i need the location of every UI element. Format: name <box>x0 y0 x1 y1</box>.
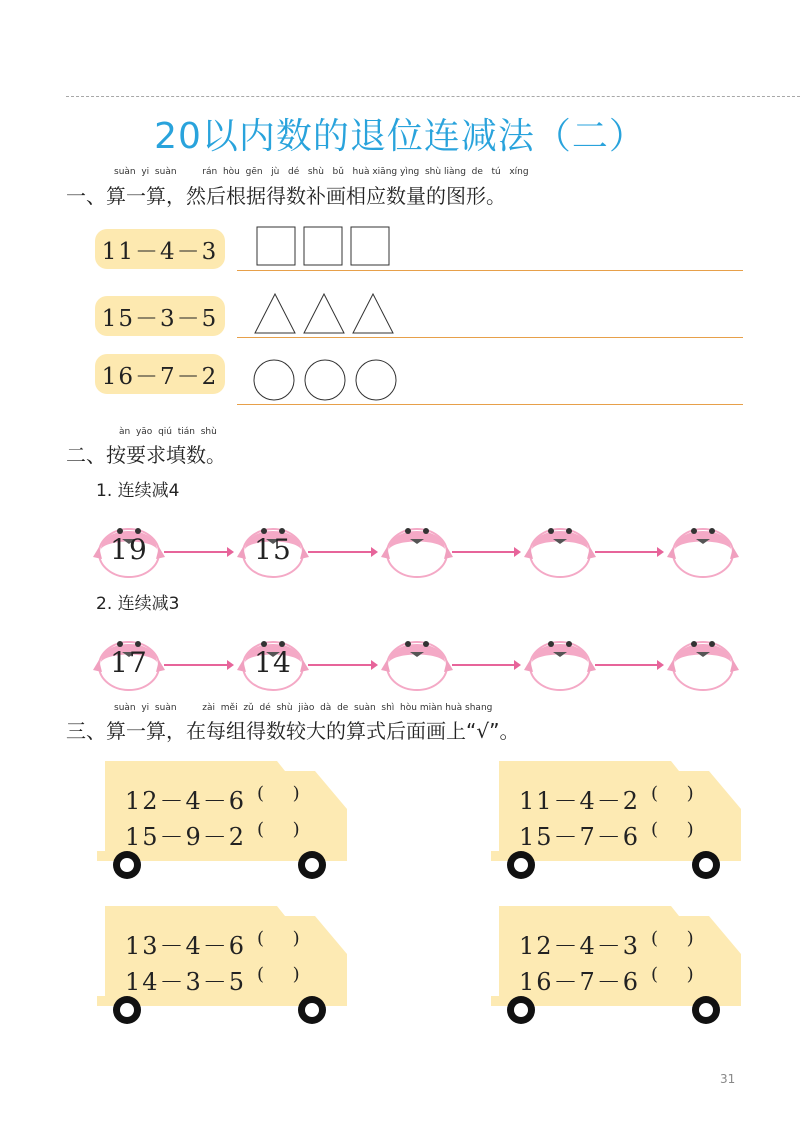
bird-number: 17 <box>110 646 148 679</box>
bird-number-bubble[interactable] <box>380 626 454 692</box>
section1-heading: 一、算一算，然后根据得数补画相应数量的图形。 <box>66 184 506 208</box>
truck-expression: 12－4－3 <box>519 932 641 960</box>
truck-expression: 15－7－6 <box>519 823 641 851</box>
truck-expression: 14－3－5 <box>125 968 247 996</box>
bird-number: 15 <box>254 533 292 566</box>
answer-parentheses[interactable]: ( ) <box>651 819 694 840</box>
circle-shape <box>254 360 294 400</box>
bird-number-bubble[interactable] <box>523 513 597 579</box>
expression-pill: 16－7－2 <box>95 354 225 394</box>
truck-problem-group <box>491 757 743 887</box>
truck-expression: 13－4－6 <box>125 932 247 960</box>
truck-expression: 15－9－2 <box>125 823 247 851</box>
bird-number-bubble <box>236 513 310 579</box>
truck-problem-group <box>97 902 349 1032</box>
bird-number: 19 <box>110 533 148 566</box>
truck-problem-group <box>491 902 743 1032</box>
answer-parentheses[interactable]: ( ) <box>651 783 694 804</box>
truck-expression: 11－4－2 <box>519 787 641 815</box>
bird-number-bubble <box>92 626 166 692</box>
triangle-shapes <box>254 292 399 336</box>
answer-parentheses[interactable]: ( ) <box>257 928 300 949</box>
arrow-connector <box>164 664 232 666</box>
square-shape <box>257 227 295 265</box>
arrow-connector <box>164 551 232 553</box>
bird-number: 14 <box>254 646 292 679</box>
bird-number-bubble[interactable] <box>523 626 597 692</box>
triangle-shape <box>353 294 393 333</box>
truck-expression: 16－7－6 <box>519 968 641 996</box>
answer-parentheses[interactable]: ( ) <box>651 964 694 985</box>
expression-pill: 15－3－5 <box>95 296 225 336</box>
bird-number-bubble[interactable] <box>380 513 454 579</box>
arrow-connector <box>595 551 662 553</box>
answer-parentheses[interactable]: ( ) <box>257 964 300 985</box>
pinyin-annotation: suàn yi suàn zài měi zǔ dé shù jiào dà de suàn shì hòu miàn huà shang <box>114 703 493 713</box>
square-shapes <box>255 226 395 266</box>
circle-shape <box>356 360 396 400</box>
truck-expression: 12－4－6 <box>125 787 247 815</box>
arrow-connector <box>452 551 519 553</box>
arrow-connector <box>308 664 376 666</box>
pinyin-annotation: àn yāo qiú tián shù <box>119 427 217 437</box>
group2-label: 2. 连续减3 <box>96 594 180 614</box>
circle-shape <box>305 360 345 400</box>
answer-line <box>237 270 743 271</box>
top-dashed-divider <box>66 96 800 97</box>
page-number: 31 <box>720 1072 736 1086</box>
bird-number-bubble <box>236 626 310 692</box>
answer-line <box>237 337 743 338</box>
answer-parentheses[interactable]: ( ) <box>257 819 300 840</box>
answer-parentheses[interactable]: ( ) <box>651 928 694 949</box>
section3-heading: 三、算一算，在每组得数较大的算式后面画上“√”。 <box>66 719 520 743</box>
expression-pill: 11－4－3 <box>95 229 225 269</box>
answer-parentheses[interactable]: ( ) <box>257 783 300 804</box>
square-shape <box>304 227 342 265</box>
section2-heading: 二、按要求填数。 <box>66 443 226 467</box>
bird-number-bubble <box>92 513 166 579</box>
triangle-shape <box>255 294 295 333</box>
pinyin-annotation: suàn yi suàn rán hòu gēn jù dé shù bǔ huà xiāng yìng shù liàng de tú xíng <box>114 167 529 177</box>
group1-label: 1. 连续减4 <box>96 481 180 501</box>
circle-shapes <box>252 358 402 404</box>
page-title: 20以内数的退位连减法（二） <box>154 116 646 157</box>
answer-line <box>237 404 743 405</box>
bird-number-bubble[interactable] <box>666 513 740 579</box>
truck-problem-group <box>97 757 349 887</box>
arrow-connector <box>452 664 519 666</box>
arrow-connector <box>595 664 662 666</box>
arrow-connector <box>308 551 376 553</box>
triangle-shape <box>304 294 344 333</box>
bird-number-bubble[interactable] <box>666 626 740 692</box>
square-shape <box>351 227 389 265</box>
